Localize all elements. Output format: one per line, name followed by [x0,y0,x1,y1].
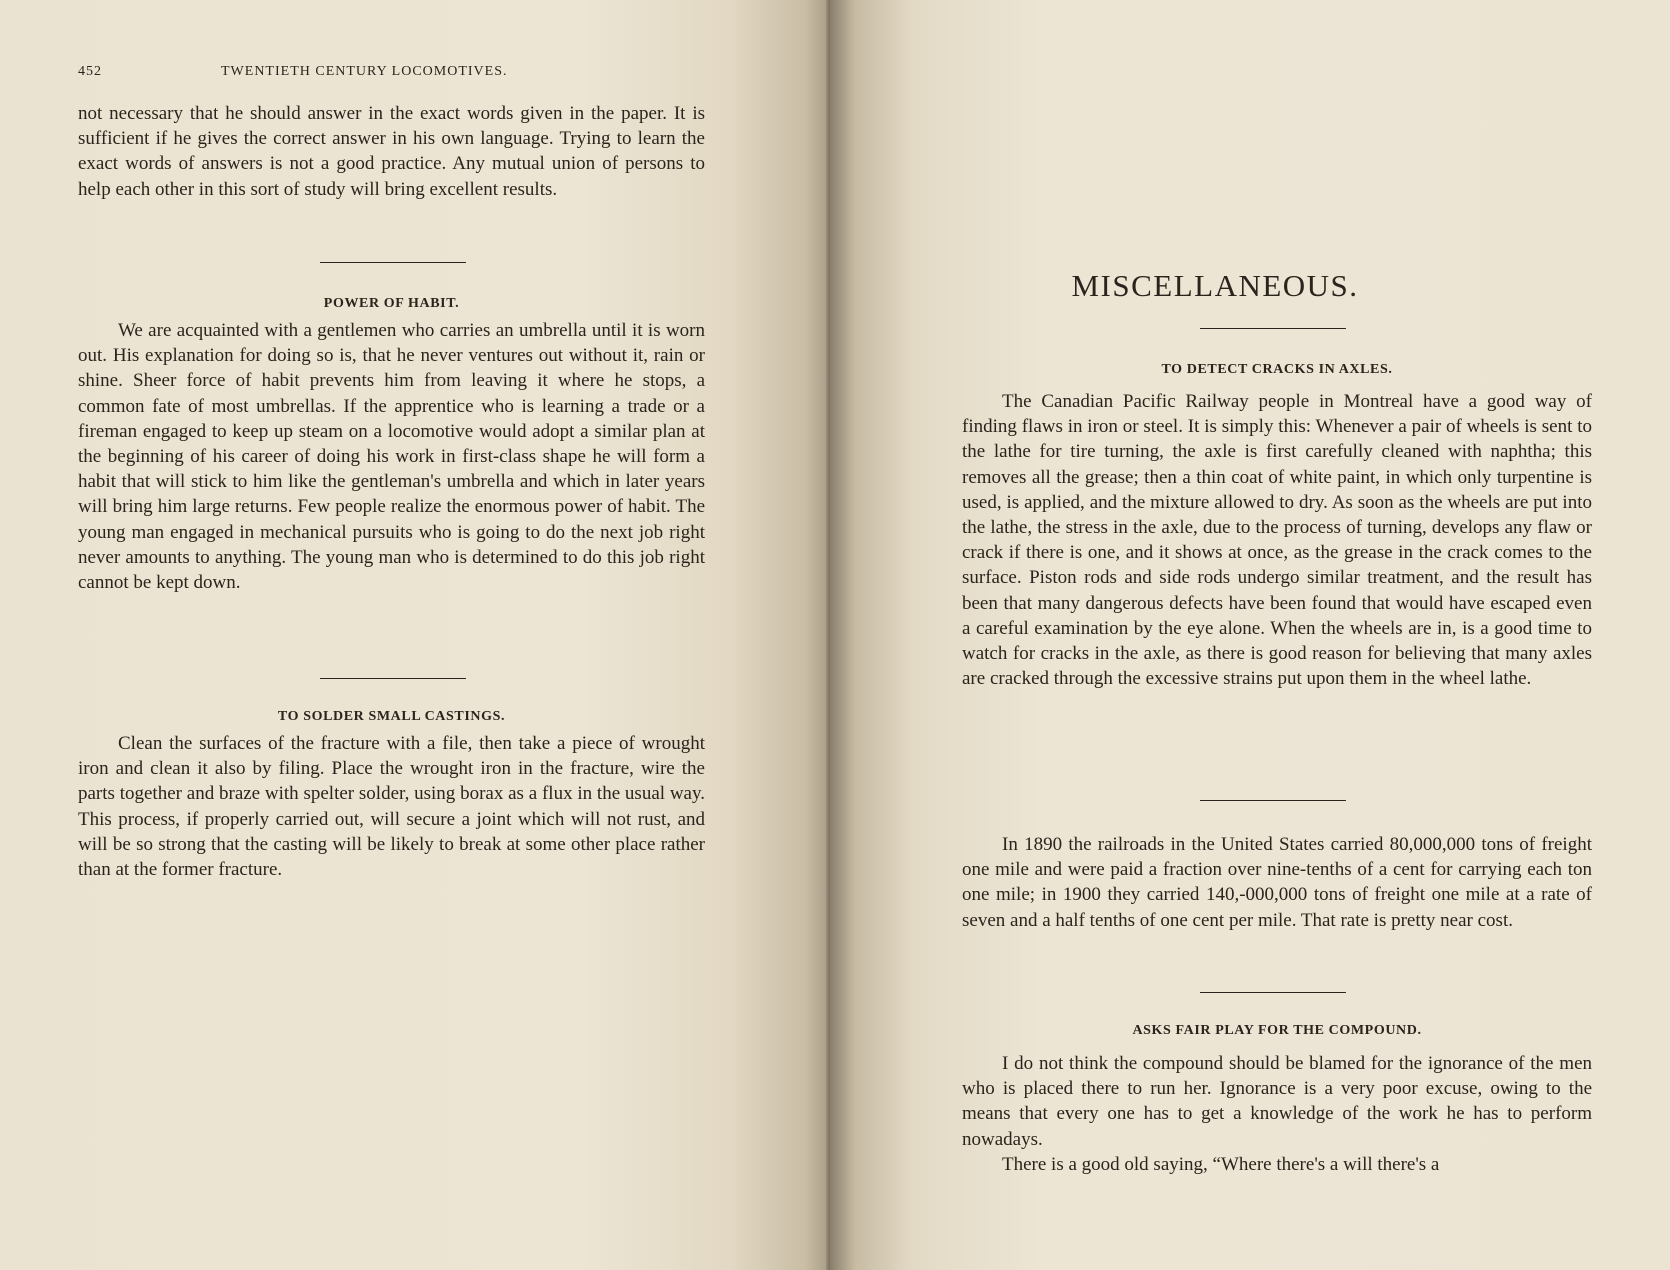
power-of-habit-block [78,318,705,595]
solder-castings-paragraph: Clean the surfaces of the fracture with a file, then take a piece of wrought iron and clean it also by filing. Place the wrought iron in the fracture, wire the parts together and braze with spelter solder, using borax as a flux in the usual way. This process, if properly carried out, will secure a joint which will not rust, and will be so strong that the casting will be likely to break at some other place rather than at the former fracture. [78,733,705,881]
detect-cracks-block [962,389,1592,691]
running-title: TWENTIETH CENTURY LOCOMOTIVES. [221,64,508,79]
solder-castings-block [78,731,705,882]
section-divider [1200,328,1346,329]
left-page [0,0,830,1270]
freight-block [962,832,1592,933]
section-divider [1200,992,1346,993]
section-divider [1200,800,1346,801]
solder-castings-heading: TO SOLDER SMALL CASTINGS. [277,709,506,724]
page-number: 452 [78,64,102,79]
power-of-habit-heading: POWER OF HABIT. [323,296,460,311]
intro-paragraph: not necessary that he should answer in the exact words given in the paper. It is sufficient if he gives the correct answer in his own language. Trying to learn the exact words of answers is not a good practice. Any mutual union of persons to help each other in this sort of study will bring excellent results. [78,103,705,200]
freight-paragraph: In 1890 the railroads in the United States carried 80,000,000 tons of freight one mile and were paid a fraction over nine-tenths of a cent for carrying each ton one mile; in 1900 they carried 140,-000,000 tons of freight one mile at a rate of seven and a half tenths of one cent per mile. That rate is pretty near cost. [962,834,1592,931]
section-divider [320,262,466,263]
detect-cracks-paragraph: The Canadian Pacific Railway people in Montreal have a good way of finding flaws in iron or steel. It is simply this: Whenever a pair of wheels is sent to the lathe for tire turning, the axle is first carefully cleaned with naphtha; this removes all the grease; then a thin coat of white paint, in which only turpentine is used, is applied, and the mixture allowed to dry. As soon as the wheels are put into the lathe, the stress in the axle, due to the process of turning, develops any flaw or crack if there is one, and it shows at once, as the grease in the crack comes to the surface. Piston rods and side rods undergo similar treatment, and the result has been that many dangerous defects have been found that would have escaped even a careful examination by the eye alone. When the wheels are in, is a good time to watch for cracks in the axle, as there is good reason for believing that many axles are cracked through the excessive strains put upon them in the wheel lathe. [962,391,1592,690]
fair-play-paragraph-2: There is a good old saying, “Where there's a will there's a [1002,1153,1440,1175]
section-divider [320,678,466,679]
page-title: MISCELLANEOUS. [1071,268,1359,303]
fair-play-heading: ASKS FAIR PLAY FOR THE COMPOUND. [1132,1023,1422,1038]
fair-play-paragraph-1: I do not think the compound should be blamed for the ignorance of the men who is placed there to run her. Ignorance is a very poor excuse, owing to the means that every one has to get a knowledge of the work he has to perform nowadays. [962,1053,1592,1150]
power-of-habit-paragraph: We are acquainted with a gentlemen who carries an umbrella until it is worn out. His explanation for doing so is, that he never ventures out without it, rain or shine. Sheer force of habit prevents him from leaving it where he stops, a common fate of most umbrellas. If the apprentice who is learning a trade or a fireman engaged to keep up steam on a locomotive would adopt a similar plan at the beginning of his career of doing his work in first-class shape he will form a habit that will stick to him like the gentleman's umbrella and which in later years will bring him large returns. Few people realize the enormous power of habit. The young man engaged in mechanical pursuits who is going to do the next job right never amounts to anything. The young man who is determined to do this job right cannot be kept down. [78,320,705,594]
right-page [830,0,1670,1270]
detect-cracks-heading: TO DETECT CRACKS IN AXLES. [1161,362,1393,377]
intro-paragraph-block [78,101,705,202]
fair-play-block [962,1051,1592,1177]
